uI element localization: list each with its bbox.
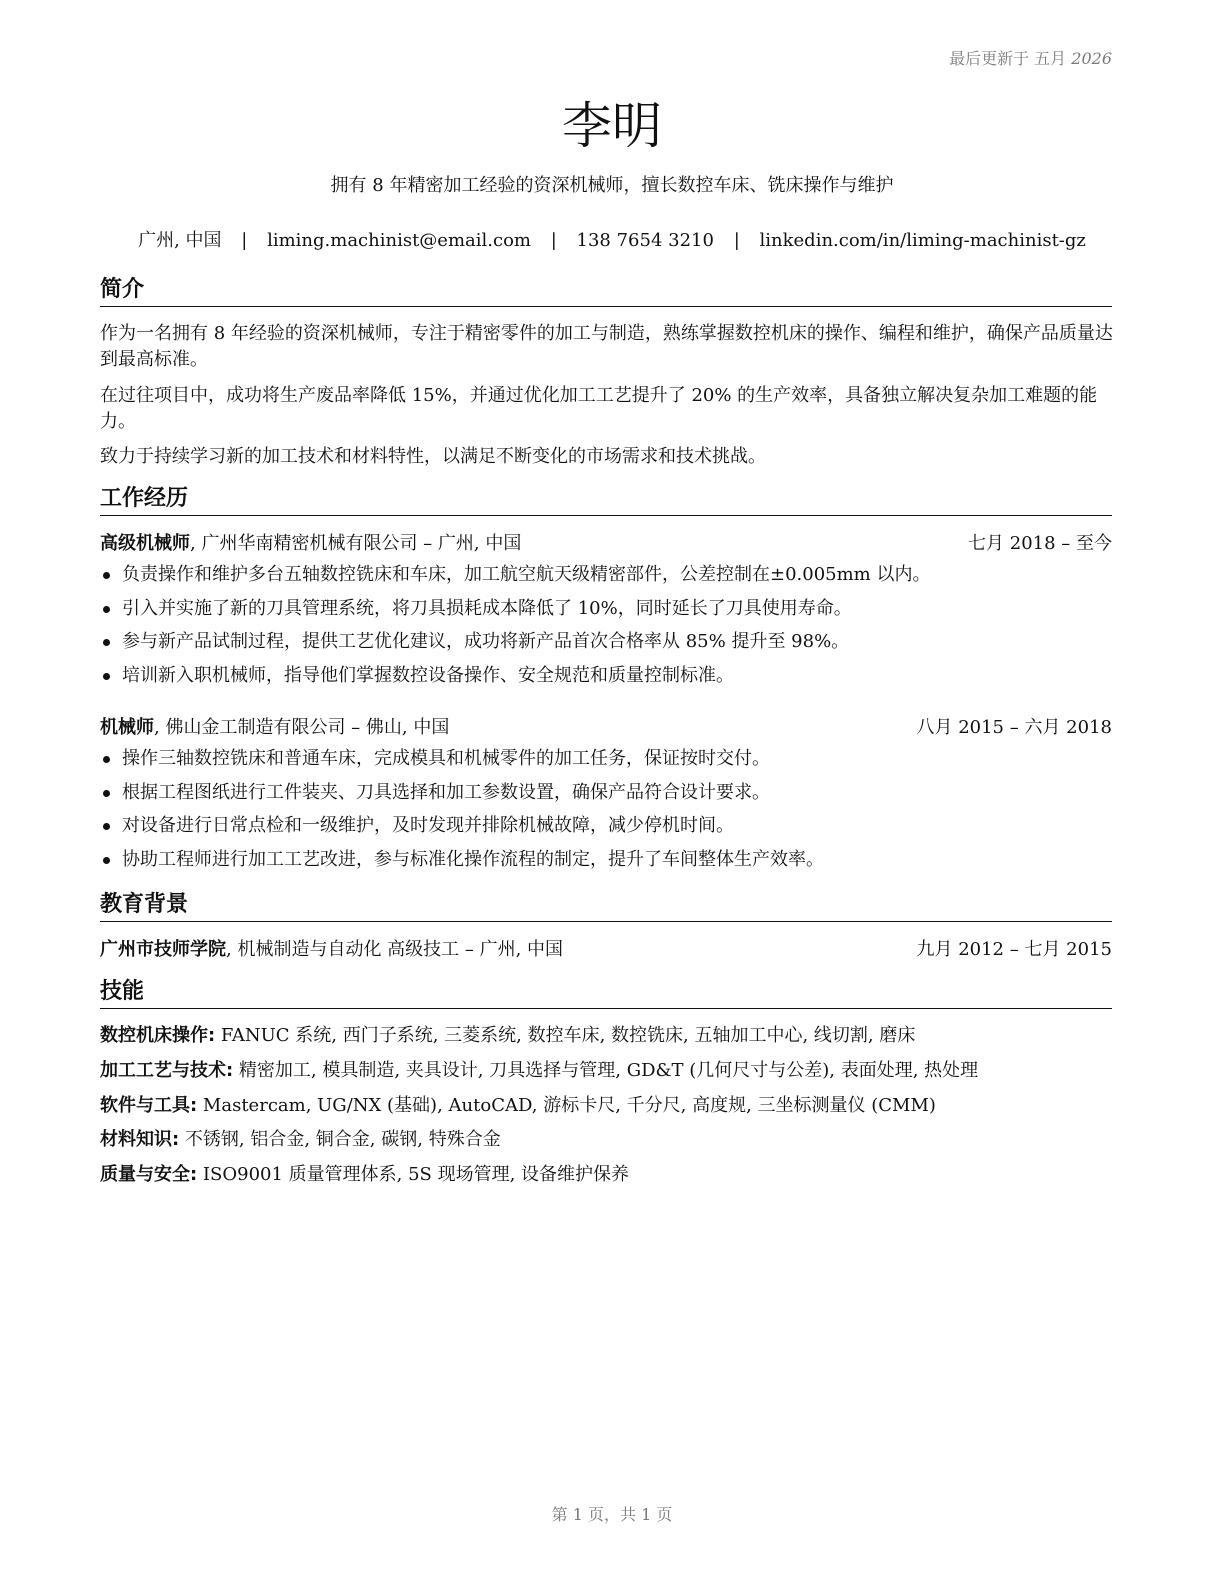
education-dates: 九月 2012 – 七月 2015 xyxy=(916,939,1112,960)
bullet-icon xyxy=(103,639,110,646)
education-school: 广州市技师学院 xyxy=(100,939,226,960)
bullet-icon xyxy=(103,673,110,680)
bullet-icon xyxy=(103,857,110,864)
job-dates: 七月 2018 – 至今 xyxy=(968,533,1112,554)
headline: 拥有 8 年精密加工经验的资深机械师，擅长数控车床、铣床操作与维护 xyxy=(330,175,894,196)
job-bullets xyxy=(100,746,1112,880)
contact-email-link[interactable]: liming.machinist@email.com xyxy=(267,230,531,251)
skill-label: 材料知识: xyxy=(100,1129,180,1150)
job-role: 机械师 xyxy=(100,717,154,738)
job-bullets xyxy=(100,562,1112,696)
contact-separator: | xyxy=(733,230,740,251)
bullet-icon xyxy=(103,756,110,763)
candidate-name: 李明 xyxy=(562,97,662,155)
job-header xyxy=(100,715,1112,741)
education-detail: , 机械制造与自动化 高级技工 – 广州, 中国 xyxy=(226,939,564,960)
skill-label: 加工工艺与技术: xyxy=(100,1060,234,1081)
page-number: 第 1 页，共 1 页 xyxy=(551,1505,673,1524)
last-updated xyxy=(949,46,1112,69)
list-item: 对设备进行日常点检和一级维护，及时发现并排除机械故障，减少停机时间。 xyxy=(100,813,1112,847)
skill-value: FANUC 系统, 西门子系统, 三菱系统, 数控车床, 数控铣床, 五轴加工中心, 线切割, 磨床 xyxy=(215,1025,916,1046)
contact-phone: 138 7654 3210 xyxy=(576,230,714,251)
contact-separator: | xyxy=(241,230,248,251)
skill-label: 质量与安全: xyxy=(100,1164,198,1185)
section-title-education: 教育背景 xyxy=(100,891,1112,922)
last-updated-year: 2026 xyxy=(1071,49,1112,68)
skill-value: 不锈钢, 铝合金, 铜合金, 碳钢, 特殊合金 xyxy=(179,1129,501,1150)
job-header xyxy=(100,531,1112,557)
section-title-skills: 技能 xyxy=(100,978,1112,1009)
bullet-icon xyxy=(103,790,110,797)
bullet-icon xyxy=(103,606,110,613)
skill-value: Mastercam, UG/NX (基础), AutoCAD, 游标卡尺, 千分尺, 高度规, 三坐标测量仪 (CMM) xyxy=(197,1095,936,1116)
skill-value: ISO9001 质量管理体系, 5S 现场管理, 设备维护保养 xyxy=(197,1164,630,1185)
summary-paragraph: 在过往项目中，成功将生产废品率降低 15%，并通过优化加工工艺提升了 20% 的生产效率，具备独立解决复杂加工难题的能力。 xyxy=(100,385,1098,432)
bullet-icon xyxy=(103,572,110,579)
last-updated-prefix: 最后更新于 五月 xyxy=(949,49,1067,68)
section-title-experience: 工作经历 xyxy=(100,485,1112,516)
contact-line xyxy=(0,226,1224,252)
job-dates: 八月 2015 – 六月 2018 xyxy=(916,717,1112,738)
bullet-icon xyxy=(103,823,110,830)
list-item: 引入并实施了新的刀具管理系统，将刀具损耗成本降低了 10%，同时延长了刀具使用寿命。 xyxy=(100,596,1112,630)
summary-paragraph: 作为一名拥有 8 年经验的资深机械师，专注于精密零件的加工与制造，熟练掌握数控机床的操作、编程和维护，确保产品质量达到最高标准。 xyxy=(100,323,1113,370)
contact-separator: | xyxy=(550,230,557,251)
skill-row xyxy=(100,1127,1112,1153)
job-company: , 广州华南精密机械有限公司 – 广州, 中国 xyxy=(190,533,522,554)
skill-label: 软件与工具: xyxy=(100,1095,198,1116)
contact-linkedin-link[interactable]: linkedin.com/in/liming-machinist-gz xyxy=(759,230,1086,251)
job-company: , 佛山金工制造有限公司 – 佛山, 中国 xyxy=(154,717,450,738)
skill-row xyxy=(100,1162,1112,1188)
skill-row xyxy=(100,1058,1112,1084)
list-item: 根据工程图纸进行工件装夹、刀具选择和加工参数设置，确保产品符合设计要求。 xyxy=(100,780,1112,814)
skill-row xyxy=(100,1093,1112,1119)
skill-label: 数控机床操作: xyxy=(100,1025,216,1046)
skill-row xyxy=(100,1023,1112,1049)
education-entry xyxy=(100,937,1112,963)
list-item: 负责操作和维护多台五轴数控铣床和车床，加工航空航天级精密部件，公差控制在±0.005mm 以内。 xyxy=(100,562,1112,596)
list-item: 培训新入职机械师，指导他们掌握数控设备操作、安全规范和质量控制标准。 xyxy=(100,663,1112,697)
list-item: 协助工程师进行加工工艺改进，参与标准化操作流程的制定，提升了车间整体生产效率。 xyxy=(100,847,1112,881)
summary-paragraph: 致力于持续学习新的加工技术和材料特性，以满足不断变化的市场需求和技术挑战。 xyxy=(100,446,766,467)
contact-location: 广州, 中国 xyxy=(138,230,222,251)
list-item: 参与新产品试制过程，提供工艺优化建议，成功将新产品首次合格率从 85% 提升至 98%。 xyxy=(100,629,1112,663)
section-title-summary: 简介 xyxy=(100,276,1112,307)
skill-value: 精密加工, 模具制造, 夹具设计, 刀具选择与管理, GD&T (几何尺寸与公差), 表面处理, 热处理 xyxy=(233,1060,979,1081)
list-item: 操作三轴数控铣床和普通车床，完成模具和机械零件的加工任务，保证按时交付。 xyxy=(100,746,1112,780)
job-role: 高级机械师 xyxy=(100,533,190,554)
